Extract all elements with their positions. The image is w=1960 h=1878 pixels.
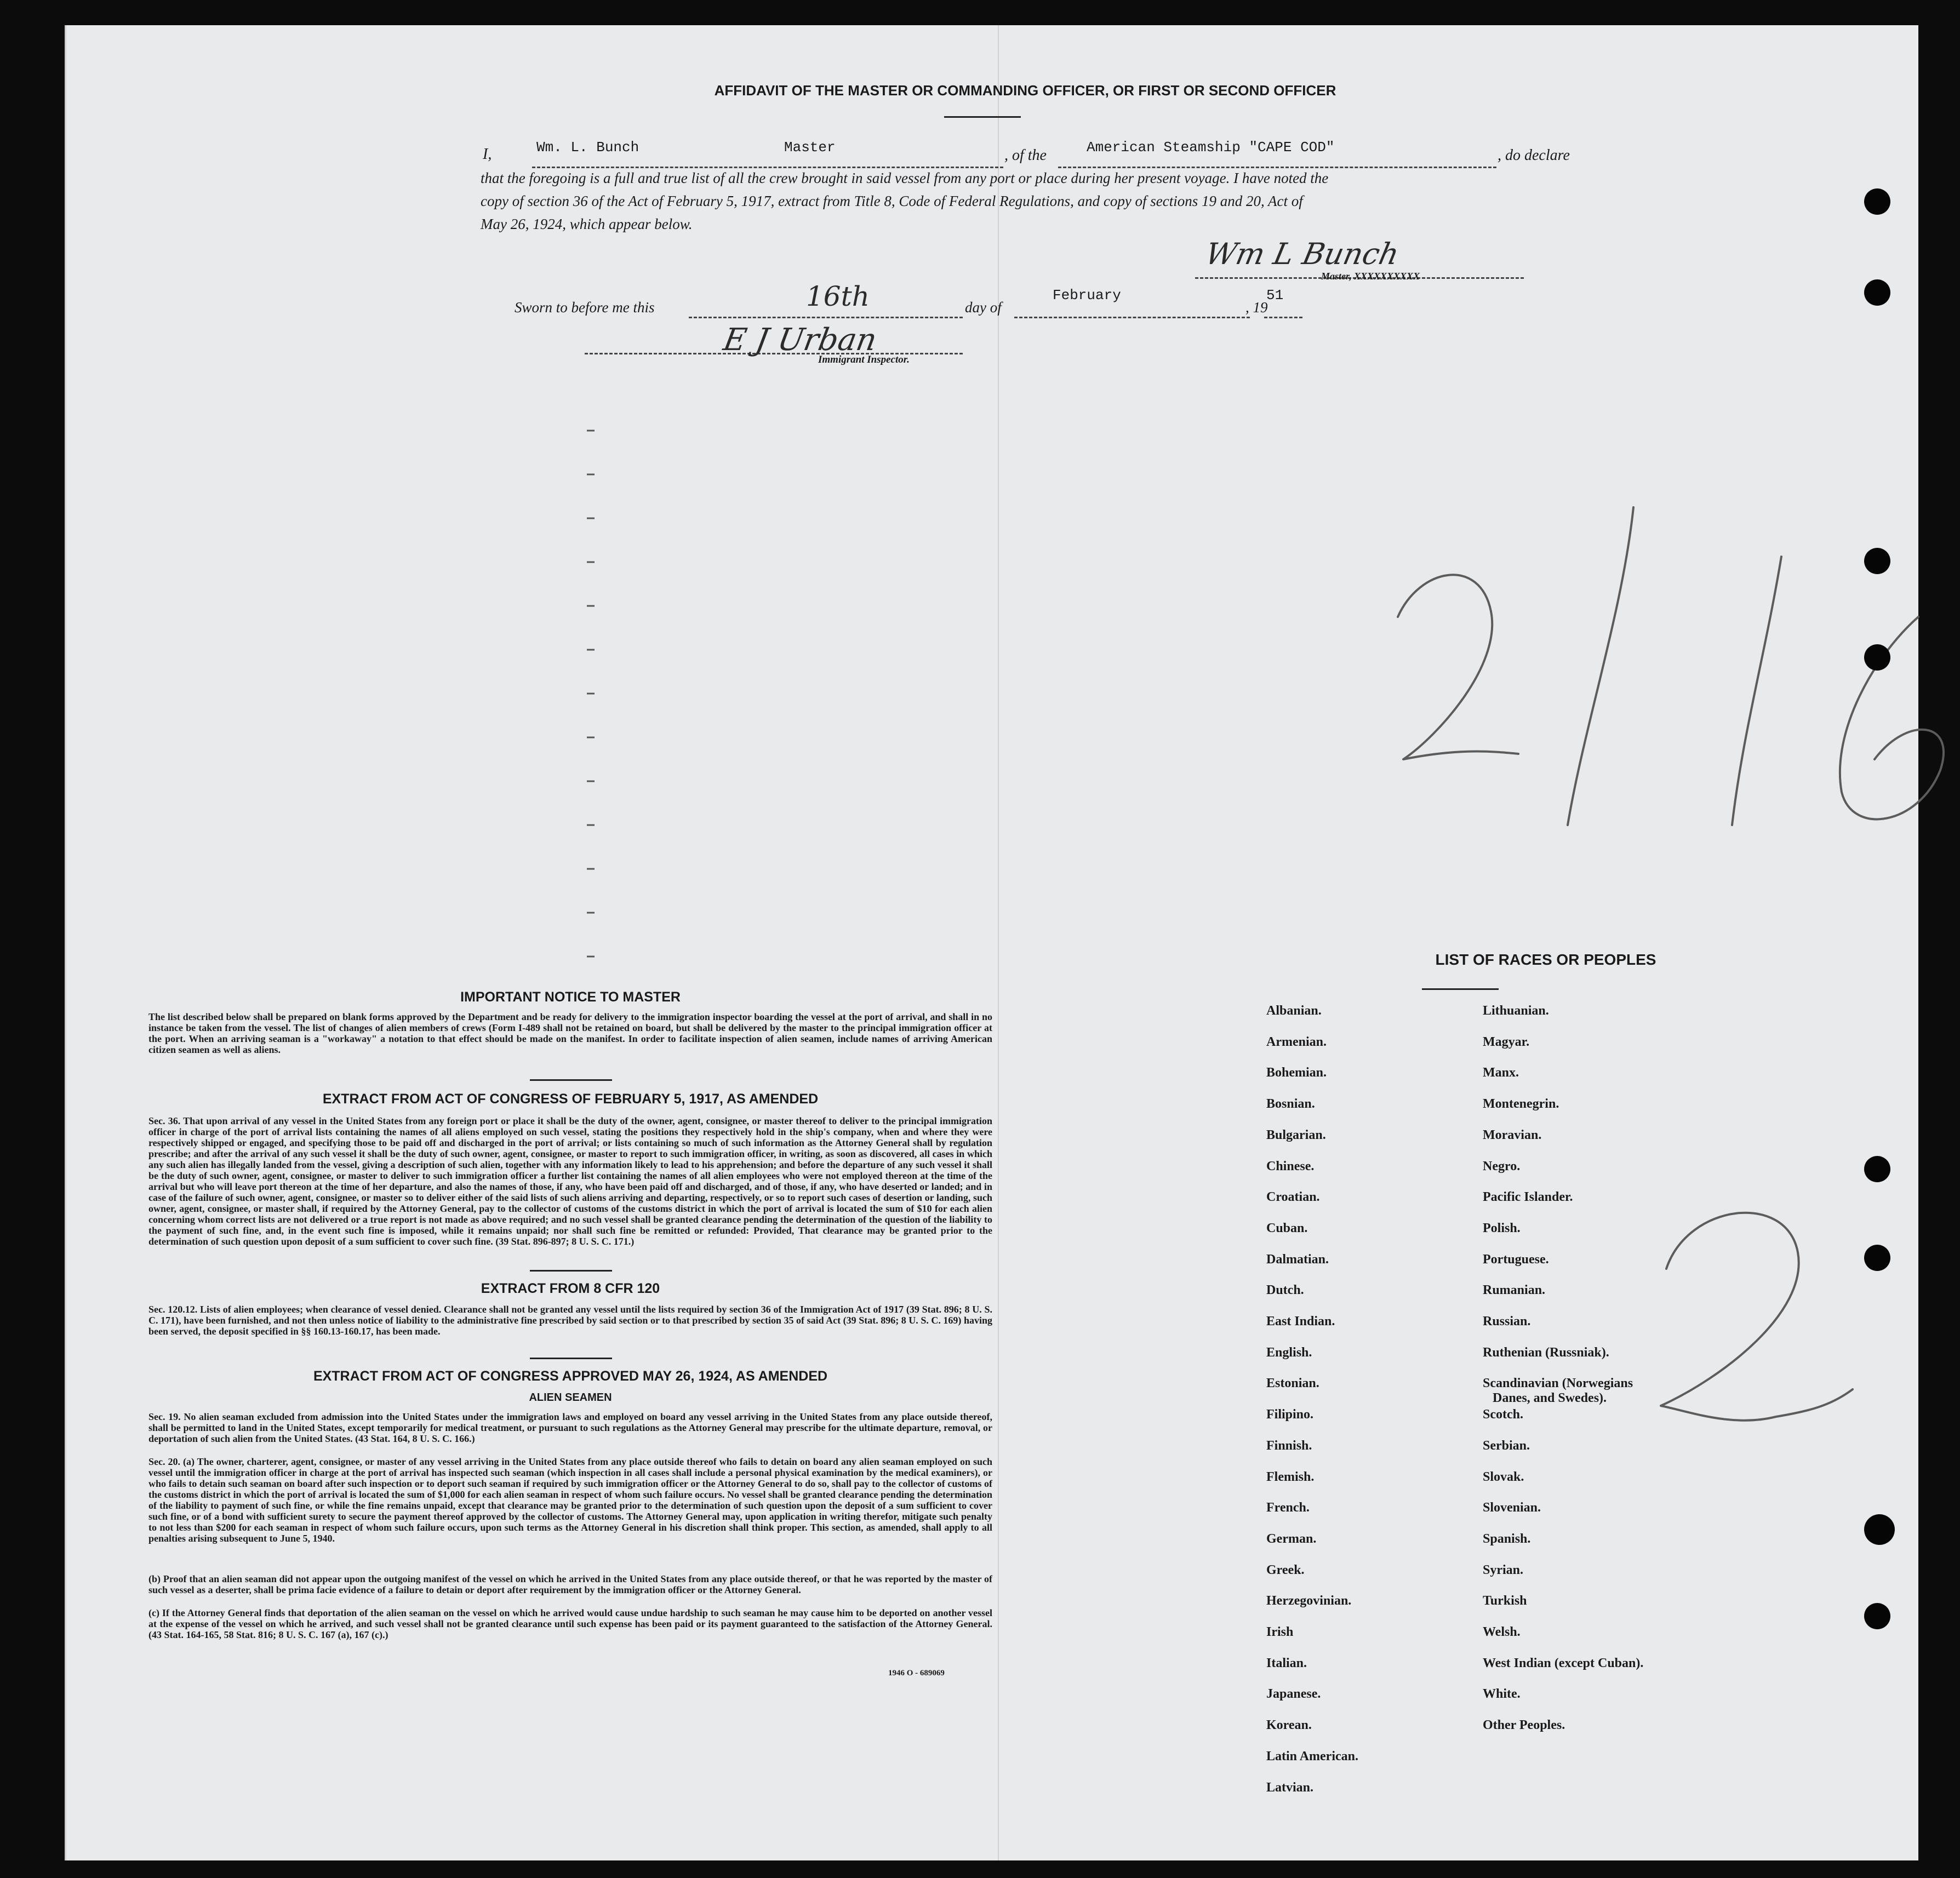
race-item: Slovenian. xyxy=(1483,1501,1541,1515)
binder-hole xyxy=(1864,1514,1895,1545)
race-item: Irish xyxy=(1266,1625,1294,1639)
race-item: Filipino. xyxy=(1266,1407,1314,1422)
race-item: Serbian. xyxy=(1483,1439,1530,1453)
race-item: Welsh. xyxy=(1483,1625,1521,1639)
race-item: Spanish. xyxy=(1483,1532,1531,1546)
affidavit-title: AFFIDAVIT OF THE MASTER OR COMMANDING OFFICER, OR FIRST OR SECOND OFFICER xyxy=(714,82,1336,99)
race-item: Dutch. xyxy=(1266,1283,1304,1297)
race-item: Magyar. xyxy=(1483,1035,1530,1049)
race-item: Korean. xyxy=(1266,1718,1312,1732)
extract-1917-text: Sec. 36. That upon arrival of any vessel in the United States from any foreign port or place it shall be the duty of the owner, agent, consignee, or master thereof to deliver to the principal immigration officer in charge of the port of arrival lists containing the names of all aliens employed on such vessel, stating the positions they respectively hold in the ship's company, when and where they were respectively shipped or engaged, and specifying those to be paid off and discharged in the port of arrival; or lists containing so much of such information as the Attorney General shall by regulation prescribe; and after the arrival of any such vessel it shall be the duty of such owner, agent, consignee, or master to report to such immigration officer, in writing, as soon as discovered, all cases in which any such alien has illegally landed from the vessel, giving a description of such alien, together with any information likely to lead to his apprehension; and before the departure of any such vessel it shall be the duty of such owner, agent, consignee, or master to deliver to such immigration officer a further list containing the names of all alien employees who were not employed thereon at the time of the arrival but who will leave port thereon at the time of her departure, and also the names of those, if any, who have been paid off and discharged, and of those, if any, who have deserted or landed; and in case of the failure of such owner, agent, consignee, or master so to deliver either of the said lists of such aliens arriving and departing, respectively, or so to report such cases of desertion or landing, such owner, agent, consignee, or master shall, if required by the Attorney General, pay to the collector of customs of the customs district in which the port of arrival is located the sum of $10 for each alien concerning whom correct lists are not delivered or a true report is not made as above required; and no such vessel shall be granted clearance pending the determination of the question of the liability to the payment of such fine, and, in the event such fine is imposed, while it remains unpaid; nor shall such fine be remitted or refunded: Provided, That clearance may be granted prior to the determination of such question upon deposit of a sum sufficient to cover such fine. (39 Stat. 896-897; 8 U. S. C. 171.) xyxy=(148,1115,992,1247)
race-item: Moravian. xyxy=(1483,1128,1542,1142)
sworn-year-line xyxy=(1264,309,1302,318)
race-item: Dalmatian. xyxy=(1266,1252,1329,1267)
race-item: Rumanian. xyxy=(1483,1283,1546,1297)
race-item: Negro. xyxy=(1483,1159,1521,1173)
race-item: Bulgarian. xyxy=(1266,1128,1326,1142)
race-item: Ruthenian (Russniak). xyxy=(1483,1345,1609,1360)
do-declare-text: , do declare xyxy=(1498,147,1570,164)
race-item: Greek. xyxy=(1266,1563,1305,1577)
race-item: French. xyxy=(1266,1501,1310,1515)
race-item: Polish. xyxy=(1483,1221,1521,1235)
race-item: Latin American. xyxy=(1266,1749,1358,1764)
vessel-line xyxy=(1058,157,1496,168)
master-rank: Master xyxy=(784,139,836,156)
day-of-text: day of xyxy=(965,299,1002,316)
race-item: Herzegovinian. xyxy=(1266,1594,1352,1608)
master-caption: Master, XXXXXXXXXX xyxy=(1321,271,1420,282)
race-item: Manx. xyxy=(1483,1066,1519,1080)
races-title: LIST OF RACES OR PEOPLES xyxy=(1435,951,1656,968)
race-item: Pacific Islander. xyxy=(1483,1190,1573,1204)
race-item: Croatian. xyxy=(1266,1190,1320,1204)
race-item: Chinese. xyxy=(1266,1159,1315,1173)
master-name-line xyxy=(532,157,1003,168)
race-item: West Indian (except Cuban). xyxy=(1483,1656,1644,1670)
print-code: 1946 O - 689069 xyxy=(888,1669,945,1677)
race-item: Syrian. xyxy=(1483,1563,1524,1577)
line1-i: I, xyxy=(483,146,492,163)
extract-1924-sec19: Sec. 19. No alien seaman excluded from admission into the United States under the immigration laws and employed on board any vessel arriving in the United States from any place outside thereof, shall be permitted to land in the United States, except temporarily for medical treatment, or pursuant to such regulations as the Attorney General may prescribe for the ultimate departure, removal, or deportation of such alien from the United States. (43 Stat. 164, 8 U. S. C. 166.) xyxy=(148,1411,992,1444)
extract-1924-title: EXTRACT FROM ACT OF CONGRESS APPROVED MAY 26, 1924, AS AMENDED xyxy=(313,1369,828,1384)
extract-1924-sec20b: (b) Proof that an alien seaman did not appear upon the outgoing manifest of the vessel on which he arrived in the United States from any place outside thereof, or that he was reported by the master of such vessel as a deserter, shall be prima facie evidence of a failure to detain or deport after requirement by the immigration officer or the Attorney General. xyxy=(148,1573,992,1595)
affidavit-body-line3: copy of section 36 of the Act of February 5, 1917, extract from Title 8, Code of Federal Regulations, and copy of sections 19 and 20, Act of xyxy=(481,193,1303,209)
binder-hole xyxy=(1864,1603,1890,1629)
master-name: Wm. L. Bunch xyxy=(536,139,639,156)
notice-text: The list described below shall be prepared on blank forms approved by the Department and be ready for delivery to the immigration inspector boarding the vessel at the port of arrival, and shall in no instance be taken from the vessel. The list of changes of alien members of crews (Form I-489 shall not be retained on board, but shall be delivered by the master to the principal immigration officer at the port. When an arriving seaman is a "workaway" a notation to that effect should be made on the manifest. In order to facilitate inspection of alien seamen, include names of arriving American citizen seamen as well as aliens. xyxy=(148,1011,992,1055)
extract-cfr-rule xyxy=(530,1358,612,1359)
document-page xyxy=(65,25,1918,1860)
inspector-signature: E J Urban xyxy=(721,322,879,358)
year-prefix: , 19 xyxy=(1245,299,1268,316)
extract-1917-title: EXTRACT FROM ACT OF CONGRESS OF FEBRUARY 5, 1917, AS AMENDED xyxy=(322,1091,819,1107)
race-item: Albanian. xyxy=(1266,1004,1322,1018)
race-item: Russian. xyxy=(1483,1314,1531,1329)
inspector-caption: Immigrant Inspector. xyxy=(818,354,910,365)
of-the-text: , of the xyxy=(1004,147,1047,164)
races-rule xyxy=(1422,988,1499,990)
races-left-column xyxy=(1266,1004,1464,1836)
notice-title: IMPORTANT NOTICE TO MASTER xyxy=(460,989,681,1005)
extract-cfr-text: Sec. 120.12. Lists of alien employees; when clearance of vessel denied. Clearance shall not be granted any vessel until the lists required by section 36 of the Immigration Act of 1917 (39 Stat. 896; 8 U. S. C. 171), have been furnished, and not then unless notice of liability to the administrative fine prescribed by said section or to that prescribed by section 35 of said Act (39 Stat. 896; 8 U. S. C. 169) having been served, the deposit specified in §§ 160.13-160.17, has been made. xyxy=(148,1304,992,1337)
sworn-day: 16th xyxy=(806,280,870,312)
binder-hole xyxy=(1864,1245,1890,1271)
binder-hole xyxy=(1864,548,1890,574)
extract-1924-sec20c: (c) If the Attorney General finds that deportation of the alien seaman on the vessel on which he arrived would cause undue hardship to such seaman he may cause him to be deported on another vessel at the expense of the vessel on which he arrived, and such vessel shall not be granted clearance until such expense has been paid or its payment guaranteed to the satisfaction of the Attorney General. (43 Stat. 164-165, 58 Stat. 816; 8 U. S. C. 167 (a), 167 (c).) xyxy=(148,1607,992,1640)
title-rule xyxy=(944,116,1021,118)
race-item: Cuban. xyxy=(1266,1221,1308,1235)
sworn-month-line xyxy=(1014,309,1250,318)
affidavit-body-line4: May 26, 1924, which appear below. xyxy=(481,216,693,232)
race-item: English. xyxy=(1266,1345,1312,1360)
race-item: Finnish. xyxy=(1266,1439,1312,1453)
race-item: Bohemian. xyxy=(1266,1066,1327,1080)
sworn-month: February xyxy=(1053,287,1121,304)
race-item: Scotch. xyxy=(1483,1407,1523,1422)
affidavit-body-line2: that the foregoing is a full and true list of all the crew brought in said vessel from any port or place during her present voyage. I have noted the xyxy=(481,170,1329,186)
race-item: Latvian. xyxy=(1266,1780,1314,1795)
sworn-prefix: Sworn to before me this xyxy=(515,299,655,316)
binder-hole xyxy=(1864,1156,1890,1182)
pencil-date-mark xyxy=(1327,474,1960,869)
race-item: Bosnian. xyxy=(1266,1097,1315,1111)
race-item: White. xyxy=(1483,1687,1521,1701)
race-item: East Indian. xyxy=(1266,1314,1335,1329)
race-item: Other Peoples. xyxy=(1483,1718,1565,1732)
extract-1917-rule xyxy=(530,1270,612,1272)
extract-1924-sec20a: Sec. 20. (a) The owner, charterer, agent, consignee, or master of any vessel arriving in the United States from any place outside thereof who fails to detain on board any alien seaman employed on such vessel until the immigration officer in charge at the port of arrival has inspected such seaman (which inspection in all cases shall include a personal physical examination by the medical examiners), or who fails to detain such seaman on board after such inspection or to deport such seaman if required by such immigration officer or the Attorney General to do so, shall pay to the collector of customs of the customs district in which the port of arrival is located the sum of $1,000 for each alien seaman in respect of whom such failure occurs. No vessel shall be granted clearance pending the determination of the liability to payment of such fine, or while the fine remains unpaid, except that clearance may be granted prior to the determination of such question upon the deposit of a sum sufficient to cover such fine, or of a bond with sufficient surety to secure the payment thereof approved by the collector of customs. The Attorney General may, upon application in writing therefor, mitigate such penalty to not less than $200 for each seaman in respect of whom such failure occurs, upon such terms as the Attorney General in his discretion shall think proper. This section, as amended, shall apply to all penalties arising subsequent to June 5, 1940. xyxy=(148,1456,992,1544)
race-item: Estonian. xyxy=(1266,1376,1319,1390)
binder-hole xyxy=(1864,279,1890,306)
race-item: Montenegrin. xyxy=(1483,1097,1559,1111)
race-item: German. xyxy=(1266,1532,1317,1546)
race-item: Lithuanian. xyxy=(1483,1004,1549,1018)
extract-cfr-title: EXTRACT FROM 8 CFR 120 xyxy=(481,1281,660,1296)
extract-1924-subtitle: ALIEN SEAMEN xyxy=(529,1392,612,1404)
races-right-column xyxy=(1483,1004,1812,1836)
race-item: Armenian. xyxy=(1266,1035,1327,1049)
race-item: Portuguese. xyxy=(1483,1252,1549,1267)
race-item: Slovak. xyxy=(1483,1470,1524,1484)
master-signature: Wm L Bunch xyxy=(1202,237,1402,271)
race-item: Turkish xyxy=(1483,1594,1527,1608)
race-item: Flemish. xyxy=(1266,1470,1315,1484)
vessel-name: American Steamship "CAPE COD" xyxy=(1087,139,1335,156)
race-item: Italian. xyxy=(1266,1656,1307,1670)
margin-tick-marks xyxy=(587,409,596,978)
binder-hole xyxy=(1864,188,1890,215)
binder-hole xyxy=(1864,644,1890,671)
sworn-year: 51 xyxy=(1266,287,1284,304)
notice-rule xyxy=(530,1079,612,1081)
race-item: Scandinavian (Norwegians Danes, and Swedes). xyxy=(1483,1376,1633,1405)
race-item: Japanese. xyxy=(1266,1687,1321,1701)
